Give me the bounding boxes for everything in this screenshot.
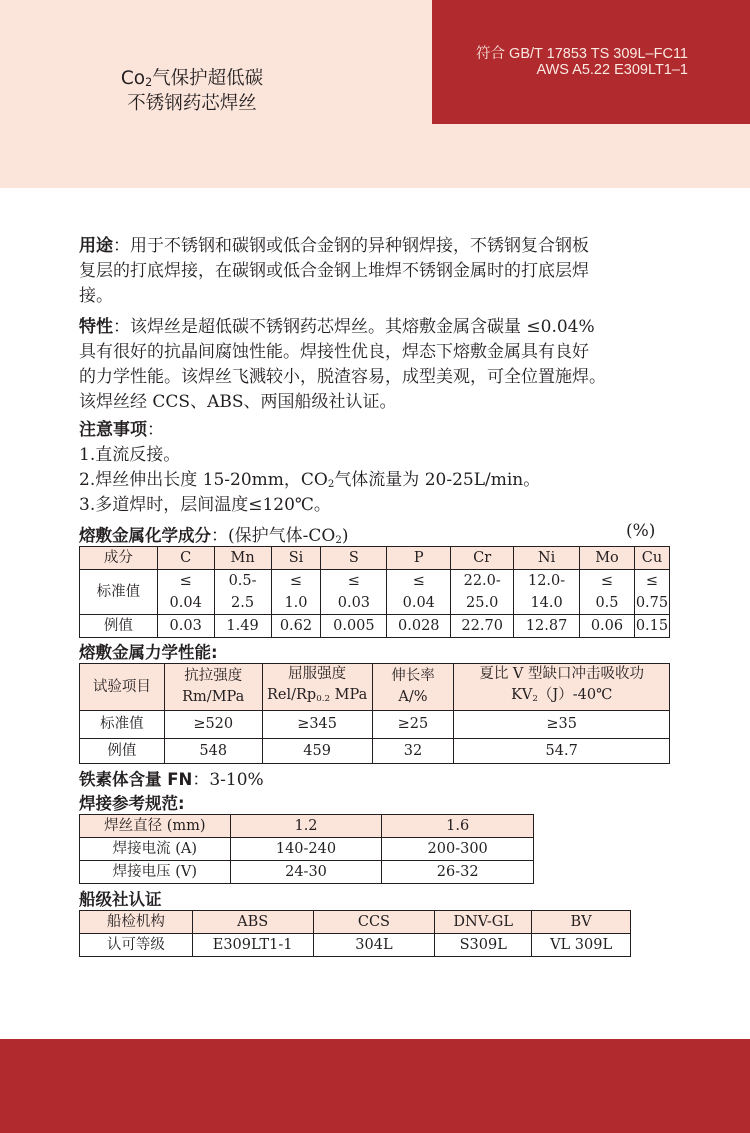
ship-header-row: 船检机构 ABS CCS DNV-GL BV xyxy=(80,911,631,934)
weld-table xyxy=(79,814,534,884)
mech-table xyxy=(79,663,670,764)
standard-line-2: AWS A5.22 E309LT1–1 xyxy=(536,62,688,78)
weld-voltage-row: 焊接电压 (V) 24-30 26-32 xyxy=(80,861,534,884)
usage-section: 用途：用于不锈钢和碳钢或低合金钢的异种钢焊接，不锈钢复合钢板 复层的打底焊接，在碳钢或低合金钢上堆焊不锈钢金属时的打底层焊 接。 xyxy=(79,236,589,306)
ship-table xyxy=(79,910,631,957)
features-label: 特性 xyxy=(79,317,113,337)
standard-line-1: 符合 GB/T 17853 TS 309L–FC11 xyxy=(476,46,688,62)
features-section: 特性：该焊丝是超低碳不锈钢药芯焊丝。其熔敷金属含碳量 ≤0.04% 具有很好的抗晶间腐蚀性能。焊接性优良，焊态下熔敷金属具有良好 的力学性能。该焊丝飞溅较小，脱渣容易，成型美观，可全位置施焊。 该焊丝经 CCS、ABS、两国船级社认证。 xyxy=(79,317,606,412)
weld-current-row: 焊接电流 (A) 140-240 200-300 xyxy=(80,838,534,861)
ship-approval-row: 认可等级 E309LT1-1 304L S309L VL 309L xyxy=(80,934,631,957)
ship-title: 船级社认证 xyxy=(79,890,162,909)
ferrite-line: 铁素体含量 FN：3-10% xyxy=(79,770,264,790)
mech-title: 熔敷金属力学性能: xyxy=(79,643,218,662)
product-title-line-2: 不锈钢药芯焊丝 xyxy=(127,93,257,114)
notes-label: 注意事项 xyxy=(79,420,147,440)
product-title-line-1: $Co_2$气保护超低碳 xyxy=(120,68,264,89)
mech-example-row: 例值 548 459 32 54.7 xyxy=(80,739,670,764)
mech-header-row: 试验项目 抗拉强度 Rm/MPa 屈服强度 Rel/$Rp_{0.2}$ MPa 伸长率 A/% 夏比 V 型缺口冲击吸收功 $KV_2(J)-40℃$ xyxy=(80,664,670,711)
chem-unit: (%) xyxy=(626,521,656,541)
note-item-2: 2.焊丝伸出长度 15-20mm，$CO_2$气体流量为 20-25L/min。 xyxy=(79,470,541,490)
usage-label: 用途 xyxy=(79,236,113,256)
note-item-1: 1.直流反接。 xyxy=(79,445,181,465)
chem-header-row: 成分 C Mn Si S P Cr Ni Mo Cu xyxy=(80,547,670,570)
weld-title: 焊接参考规范: xyxy=(79,794,185,813)
chem-standard-row: 标准值 ≤ 0.04 0.5- 2.5 ≤ 1.0 ≤ 0.03 ≤ 0.04 22.0- 25.0 12.0- 14.0 ≤ 0.5 ≤ 0.75 xyxy=(80,570,670,615)
chem-table xyxy=(79,546,670,638)
chem-title: 熔敷金属化学成分：(保护气体$-CO_2$) xyxy=(79,526,349,546)
note-item-3: 3.多道焊时，层间温度≤120℃。 xyxy=(79,495,331,515)
mech-standard-row: 标准值 ≥520 ≥345 ≥25 ≥35 xyxy=(80,711,670,739)
weld-diameter-row: 焊丝直径 (mm) 1.2 1.6 xyxy=(80,815,534,838)
notes-section: 注意事项： 1.直流反接。 2.焊丝伸出长度 15-20mm，$CO_2$气体流量为 20-25L/min。 3.多道焊时，层间温度≤120℃。 xyxy=(79,418,679,518)
footer-band xyxy=(0,1039,750,1133)
chem-example-row: 例值 0.03 1.49 0.62 0.005 0.028 22.70 12.87 0.06 0.15 xyxy=(80,615,670,638)
